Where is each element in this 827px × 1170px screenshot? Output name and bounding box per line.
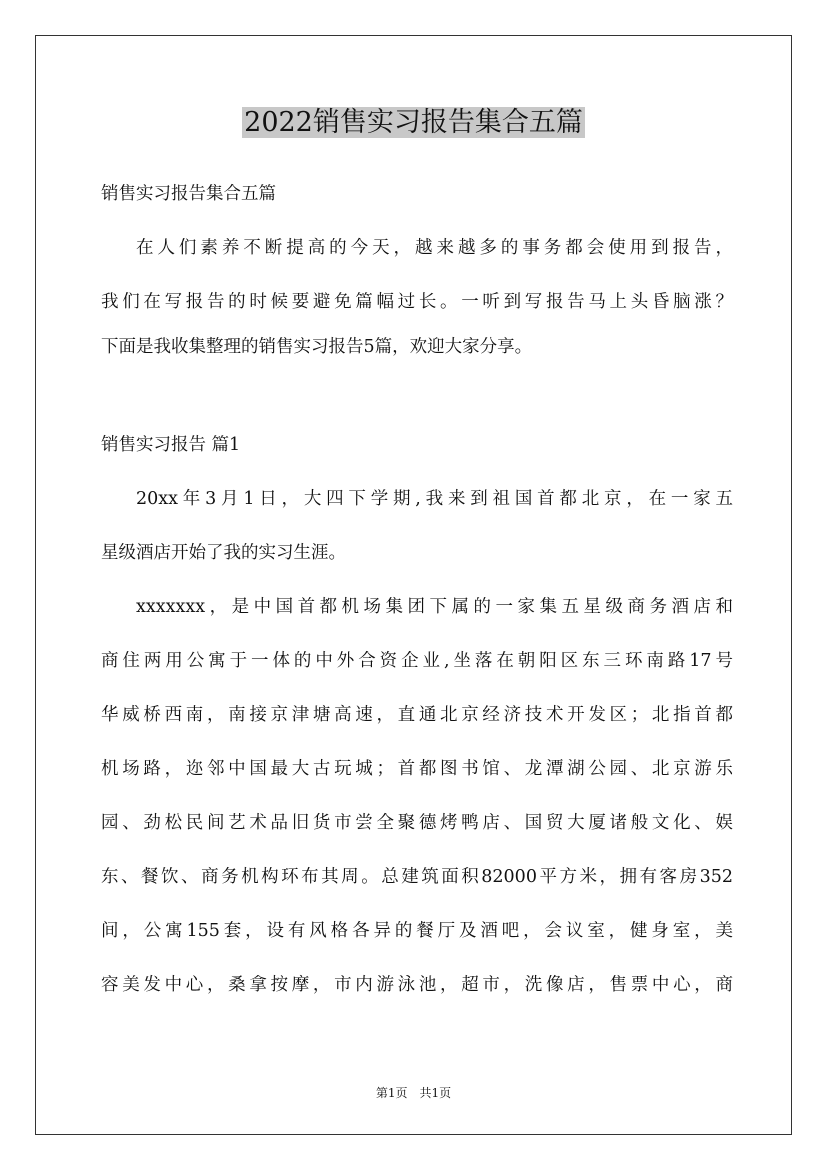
document-body bbox=[101, 176, 733, 1012]
text-line: 间，公寓155套，设有风格各异的餐厅及酒吧，会议室，健身室，美 bbox=[101, 921, 733, 941]
text-line: 商住两用公寓于一体的中外合资企业,坐落在朝阳区东三环南路17号 bbox=[101, 651, 733, 671]
text-line: 我们在写报告的时候要避免篇幅过长。一听到写报告马上头昏脑涨？ bbox=[101, 292, 733, 312]
text-line: 园、劲松民间艺术品旧货市尝全聚德烤鸭店、国贸大厦诸般文化、娱 bbox=[101, 813, 733, 833]
text-line: 华威桥西南，南接京津塘高速，直通北京经济技术开发区；北指首都 bbox=[101, 705, 733, 725]
page-footer: 第1页 共1页 bbox=[375, 1086, 452, 1100]
text-line: 机场路，迩邻中国最大古玩城；首都图书馆、龙潭湖公园、北京游乐 bbox=[101, 759, 733, 779]
text-line: 星级酒店开始了我的实习生涯。 bbox=[101, 543, 346, 563]
text-line: 东、餐饮、商务机构环布其周。总建筑面积82000平方米，拥有客房352 bbox=[101, 867, 733, 887]
text-line: xxxxxxx，是中国首都机场集团下属的一家集五星级商务酒店和 bbox=[136, 597, 733, 617]
text-line: 20xx年3月1日，大四下学期,我来到祖国首都北京，在一家五 bbox=[136, 489, 733, 509]
text-line: 在人们素养不断提高的今天，越来越多的事务都会使用到报告， bbox=[136, 238, 733, 258]
paragraph-gap bbox=[101, 365, 733, 427]
paragraph-1 bbox=[101, 472, 733, 580]
intro-paragraph bbox=[101, 221, 733, 365]
section-heading: 销售实习报告 篇1 bbox=[101, 435, 241, 455]
text-line: 容美发中心，桑拿按摩，市内游泳池，超市，洗像店，售票中心，商 bbox=[101, 975, 733, 995]
document-subtitle: 销售实习报告集合五篇 bbox=[101, 184, 276, 204]
paragraph-2 bbox=[101, 580, 733, 1012]
text-line: 下面是我收集整理的销售实习报告5篇，欢迎大家分享。 bbox=[101, 337, 533, 357]
document-title: 2022销售实习报告集合五篇 bbox=[244, 107, 583, 138]
